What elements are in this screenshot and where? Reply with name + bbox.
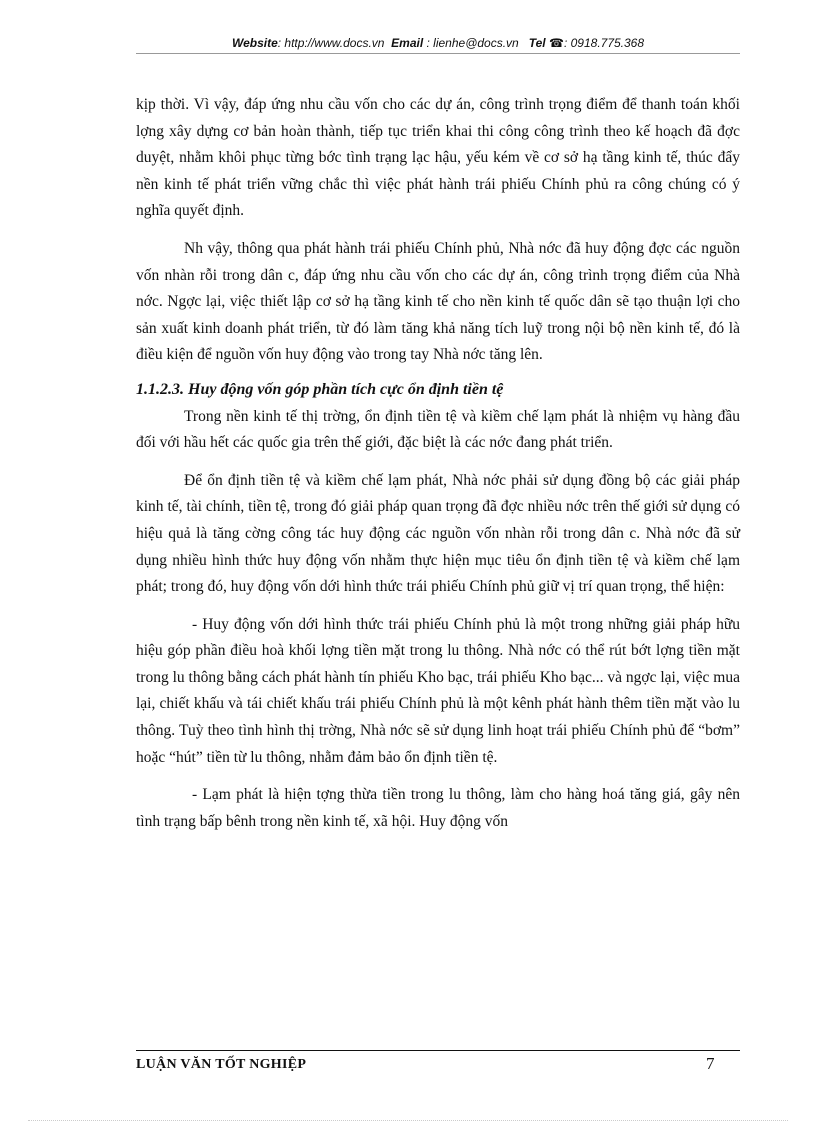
page-header: [136, 36, 740, 50]
phone-icon: ☎: [549, 36, 564, 50]
header-divider: [136, 53, 740, 54]
page-number: 7: [706, 1054, 715, 1073]
document-body: [136, 92, 740, 835]
list-item: - Lạm phát là hiện tợng thừa tiền trong lu thông, làm cho hàng hoá tăng giá, gây nên tình trạng bấp bênh trong nền kinh tế, xã hội. Huy động vốn: [136, 786, 740, 830]
website-value: : http://www.docs.vn: [277, 36, 385, 50]
paragraph: Trong nền kinh tế thị trờng, ổn định tiền tệ và kiềm chế lạm phát là nhiệm vụ hàng đầu đối với hầu hết các quốc gia trên thế giới, đặc biệt là các nớc đang phát triển.: [136, 407, 740, 452]
website-label: Website: [231, 36, 278, 50]
email-label: Email: [391, 36, 424, 50]
email-value: : lienhe@docs.vn: [426, 36, 519, 50]
section-heading: 1.1.2.3. Huy động vốn góp phần tích cực ổn định tiền tệ: [136, 380, 504, 398]
paragraph: Nh vậy, thông qua phát hành trái phiếu Chính phủ, Nhà nớc đã huy động đợc các nguồn vốn nhàn rỗi trong dân c, đáp ứng nhu cầu vốn cho các dự án, công trình trọng điểm của Nhà nớc. Ngợc lại, việc thiết lập cơ sở hạ tầng kinh tế cho nền kinh tế quốc dân sẽ tạo thuận lợi cho sản xuất kinh doanh phát triển, từ đó làm tăng khả năng tích luỹ trong nội bộ nền kinh tế, đó là điều kiện để nguồn vốn huy động vào trong tay Nhà nớc tăng lên.: [136, 239, 740, 364]
footer-divider: [136, 1050, 740, 1051]
list-item: - Huy động vốn dới hình thức trái phiếu Chính phủ là một trong những giải pháp hữu hiệu góp phần điều hoà khối lợng tiền mặt trong lu thông. Nhà nớc có thể rút bớt lợng tiền mặt trong lu thông bằng cách phát hành tín phiếu Kho bạc, trái phiếu Kho bạc... và ngợc lại, việc mua lại, chiết khấu và tái chiết khấu trái phiếu Chính phủ là một kênh phát hành thêm tiền mặt vào lu thông. Tuỳ theo tình hình thị trờng, Nhà nớc sẽ sử dụng linh hoạt trái phiếu Chính phủ để “bơm” hoặc “hút” tiền từ lu thông, nhằm đảm bảo ổn định tiền tệ.: [136, 615, 740, 766]
tel-value: : 0918.775.368: [563, 36, 645, 50]
footer-title: LUẬN VĂN TỐT NGHIỆP: [136, 1057, 307, 1072]
paragraph: Để ổn định tiền tệ và kiềm chế lạm phát, Nhà nớc phải sử dụng đồng bộ các giải pháp kinh tế, tài chính, tiền tệ, trong đó giải pháp quan trọng đã đợc nhiều nớc trên thế giới sử dụng có hiệu quả là tăng cờng công tác huy động các nguồn vốn nhàn rỗi trong dân c. Nhà nớc đã sử dụng nhiều hình thức huy động vốn nhằm thực hiện mục tiêu ổn định tiền tệ và kiềm chế lạm phát; trong đó, huy động vốn dới hình thức trái phiếu Chính phủ giữ vị trí quan trọng, thể hiện:: [136, 471, 740, 596]
tel-label: Tel: [528, 36, 546, 50]
page-edge-divider: [28, 1120, 788, 1121]
paragraph: kịp thời. Vì vậy, đáp ứng nhu cầu vốn cho các dự án, công trình trọng điểm để thanh toán khối lợng xây dựng cơ bản hoàn thành, tiếp tục triển khai thi công công trình theo kế hoạch đã đợc duyệt, nhằm khôi phục từng bớc tình trạng lạc hậu, yếu kém về cơ sở hạ tầng kinh tế, thúc đẩy nền kinh tế phát triển vững chắc thì việc phát hành trái phiếu Chính phủ ra công chúng có ý nghĩa quyết định.: [136, 96, 740, 220]
